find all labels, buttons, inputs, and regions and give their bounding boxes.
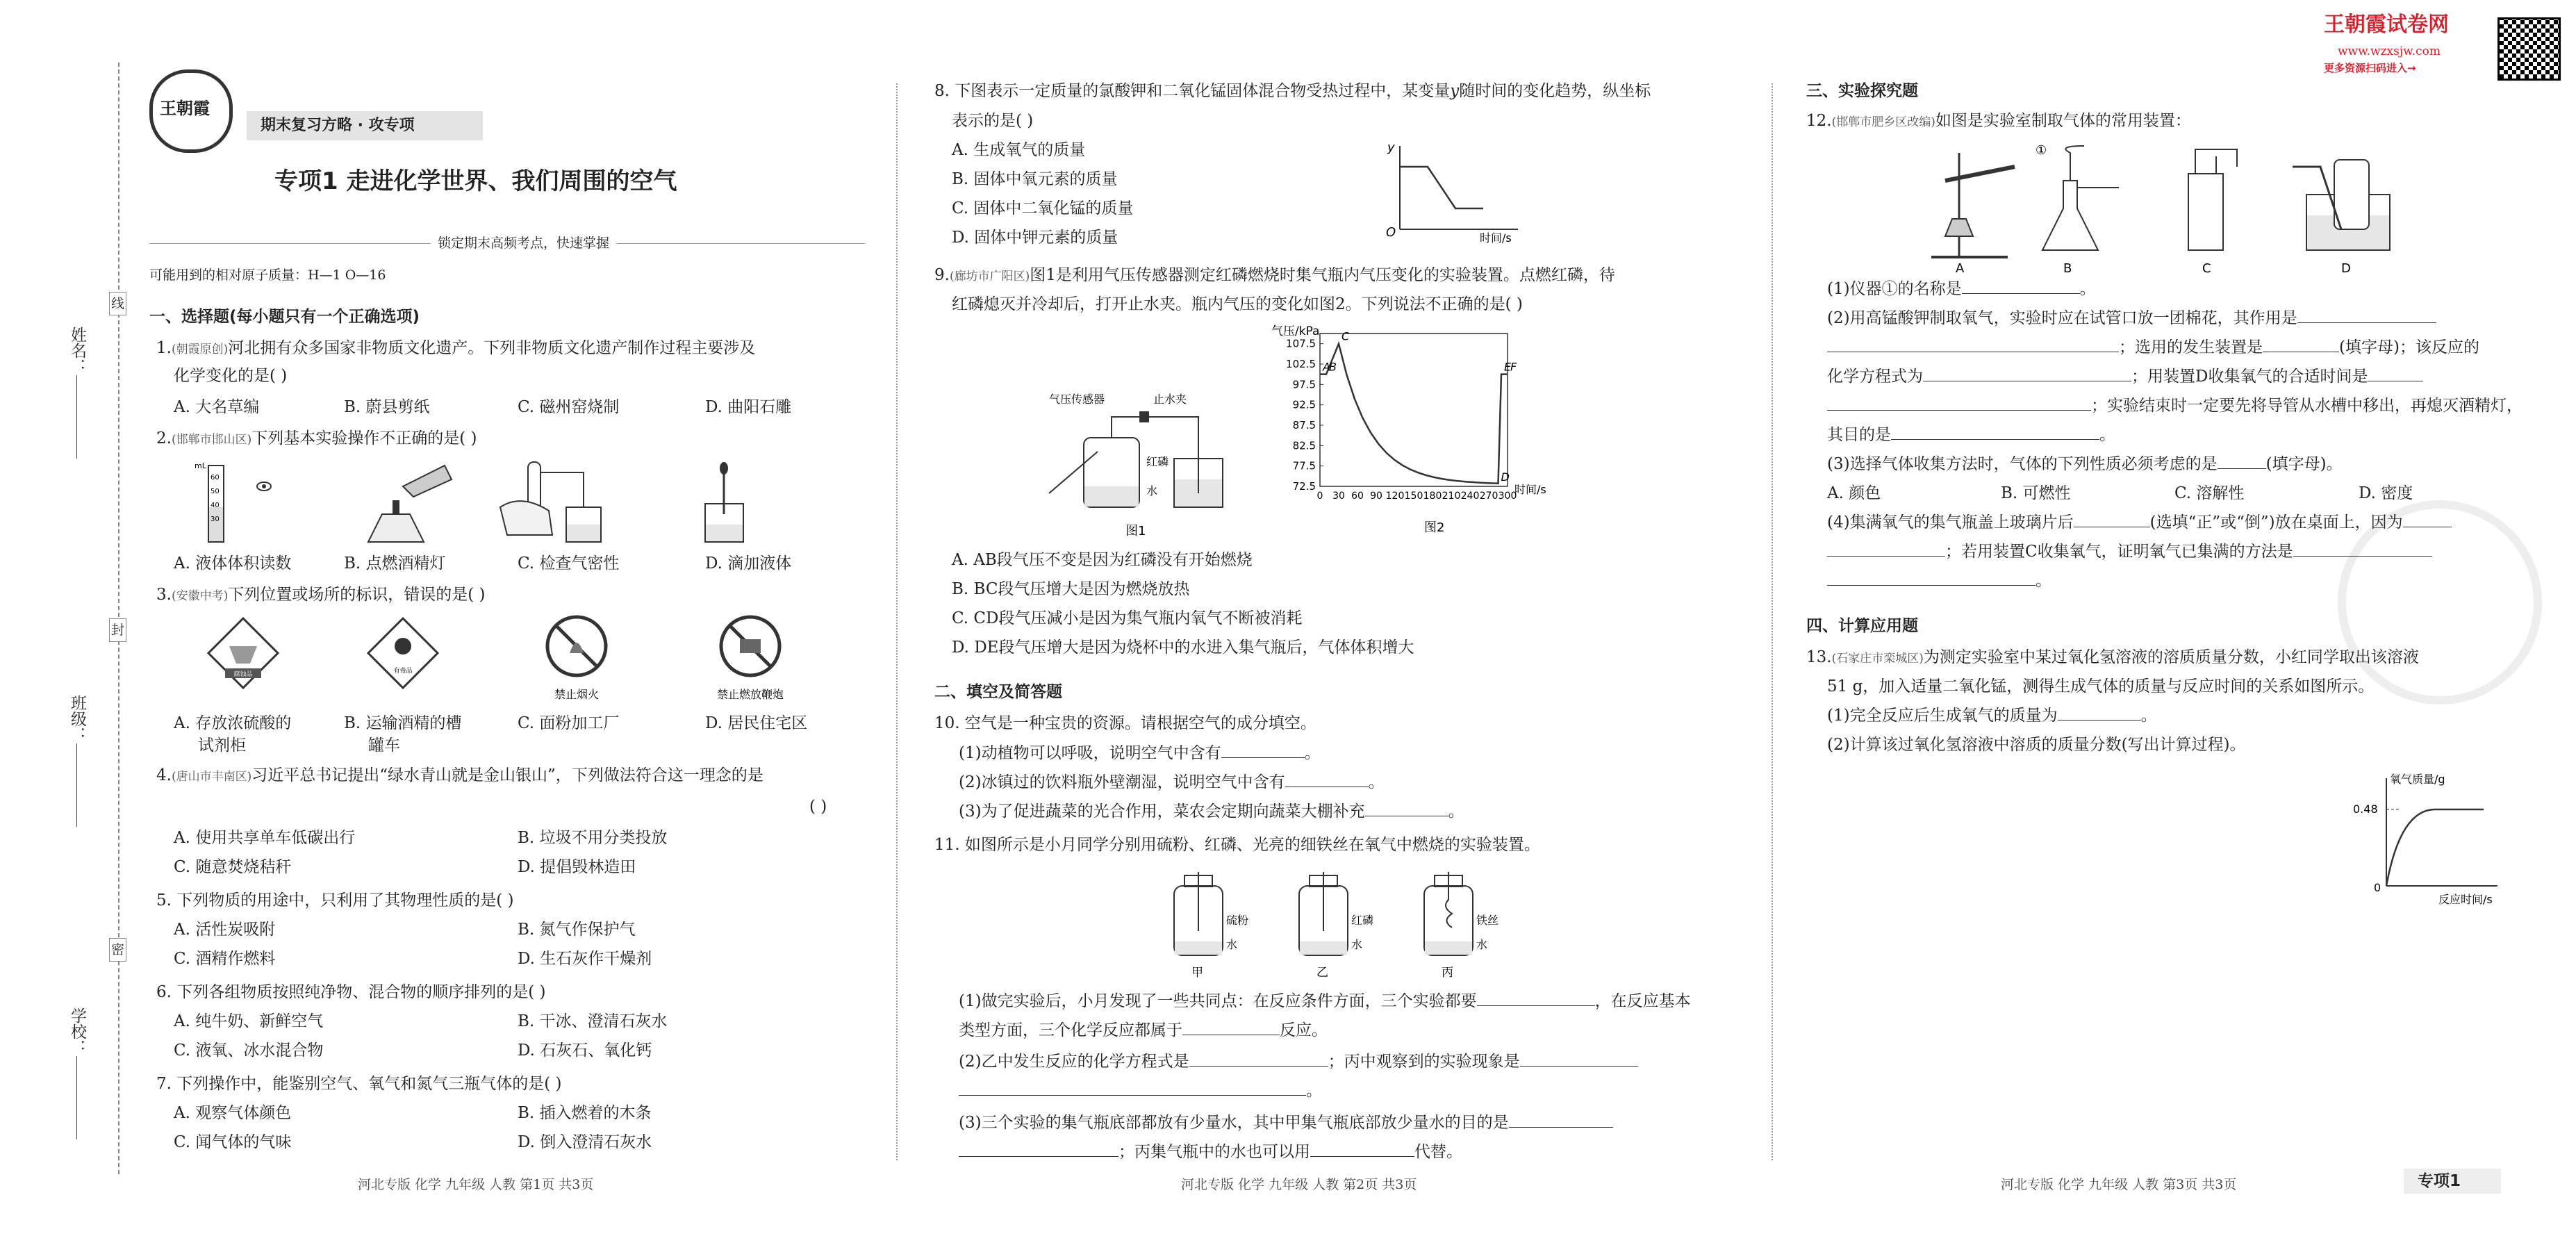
q6-option[interactable]: C. 液氧、冰水混合物 — [174, 1042, 324, 1060]
no-firecrackers-sign-icon — [717, 617, 784, 701]
question-13: 13.(石家庄市栾城区)为测定实验室中某过氧化氢溶液的溶质质量分数，小红同学取出该溶液 — [1806, 648, 2419, 666]
answer-blank[interactable] — [2293, 541, 2432, 557]
point-label: F — [1510, 360, 1517, 374]
q2-option[interactable]: B. 点燃酒精灯 — [344, 554, 446, 573]
fig-caption: 甲 — [1191, 966, 1203, 980]
q13-part-2: (2)计算该过氧化氢溶液中溶质的质量分数(写出计算过程)。 — [1827, 736, 2246, 754]
qr-code-icon[interactable] — [2497, 17, 2561, 81]
school-label: 学校： — [68, 1007, 86, 1055]
source-tag: (唐山市丰南区) — [171, 770, 252, 784]
q4-option[interactable]: D. 提倡毁林造田 — [518, 858, 636, 876]
axis-label: 时间/s — [1480, 231, 1512, 243]
seal-mark: 封 — [109, 618, 126, 642]
page-footer: 河北专版 化学 九年级 人教 第3页 共3页 — [2001, 1177, 2237, 1192]
answer-blank[interactable] — [1891, 424, 2099, 440]
answer-blank[interactable] — [2297, 307, 2436, 323]
q10-part-3: (3)为了促进蔬菜的光合作用，菜农会定期向蔬菜大棚补充 。 — [959, 800, 1464, 823]
source-tag: (邯郸市肥乡区改编) — [1831, 115, 1935, 129]
answer-blank[interactable] — [1221, 742, 1305, 758]
apparatus-c — [2188, 149, 2237, 276]
answer-blank[interactable] — [2263, 336, 2339, 352]
fig-caption: 乙 — [1316, 966, 1328, 980]
fig-label: 水 — [1351, 938, 1363, 951]
x-tick-label: 0 — [1316, 491, 1323, 502]
q9-fig1 — [1035, 389, 1244, 542]
q3-option[interactable]: C. 面粉加工厂 — [518, 714, 620, 732]
question-8: 8. 下图表示一定质量的氯酸钾和二氧化锰固体混合物受热过程中，某变量y随时间的变化趋势，纵坐标 — [934, 82, 1651, 100]
toxic-sign-icon — [368, 618, 438, 688]
point-label: C — [1341, 329, 1350, 343]
x-axis-label: 反应时间/s — [2438, 893, 2493, 906]
answer-blank[interactable] — [1827, 336, 2119, 352]
q4-option[interactable]: C. 随意焚烧秸秆 — [174, 858, 292, 876]
answer-blank[interactable] — [2058, 705, 2141, 721]
question-3: 3.(安徽中考)下列位置或场所的标识，错误的是( ) — [156, 586, 486, 604]
question-1-cont: 化学变化的是( ) — [174, 367, 288, 385]
apparatus-b — [2036, 143, 2119, 276]
q11-part-2: (2)乙中发生反应的化学方程式是 ；丙中观察到的实验现象是 — [959, 1051, 1638, 1073]
section-1-heading: 一、选择题(每小题只有一个正确选项) — [149, 308, 420, 326]
q2-option[interactable]: D. 滴加液体 — [705, 554, 792, 573]
q6-option[interactable]: B. 干冰、澄清石灰水 — [518, 1012, 668, 1030]
x-tick-label: 30 — [1332, 491, 1345, 502]
brand-name[interactable]: 王朝霞试卷网 — [2324, 13, 2449, 37]
q12-part-1: (1)仪器①的名称是 。 — [1827, 278, 2096, 300]
q2-figure — [174, 459, 820, 549]
question-4: 4.(唐山市丰南区)习近平总书记提出“绿水青山就是金山银山”，下列做法符合这一理念的是 — [156, 766, 763, 784]
q3-option[interactable]: A. 存放浓硫酸的 — [174, 714, 292, 732]
sign-label: 禁止燃放鞭炮 — [716, 688, 784, 701]
fig-label: B — [2063, 261, 2072, 276]
fig-label: 水 — [1146, 484, 1158, 497]
q4-option[interactable]: A. 使用共享单车低碳出行 — [174, 829, 356, 847]
oxygen-mass-curve — [2386, 809, 2484, 886]
q12-part-2: (2)用高锰酸钾制取氧气，实验时应在试管口放一团棉花，其作用是 — [1827, 307, 2436, 329]
q6-option[interactable]: A. 纯牛奶、新鲜空气 — [174, 1012, 324, 1030]
fig-label: 气压传感器 — [1049, 393, 1105, 406]
sign-label: 禁止烟火 — [554, 688, 600, 701]
q12-option[interactable]: A. 颜色 — [1827, 484, 1881, 502]
source-tag: (石家庄市栾城区) — [1831, 652, 1924, 666]
no-fire-sign-icon — [547, 617, 606, 701]
question-9-cont: 红磷熄灭并冷却后，打开止水夹。瓶内气压的变化如图2。下列说法不正确的是( ) — [952, 295, 1523, 313]
q1-option[interactable]: D. 曲阳石雕 — [705, 398, 792, 416]
point-label: E — [1504, 360, 1512, 374]
q11-part-1-cont: 类型方面，三个化学反应都属于 反应。 — [959, 1019, 1328, 1042]
x-tick-label: 150 — [1404, 491, 1423, 502]
q12-part-4-cont: ；若用装置C收集氧气，证明氧气已集满的方法是 — [1827, 541, 2432, 563]
q10-part-2: (2)冰镇过的饮料瓶外壁潮湿，说明空气中含有 。 — [959, 771, 1385, 793]
answer-blank[interactable] — [1310, 1141, 1414, 1157]
q12-part-4-cont: 。 — [1827, 570, 2051, 592]
atomic-mass: 可能用到的相对原子质量：H—1 O—16 — [149, 267, 386, 283]
class-field[interactable] — [76, 743, 77, 827]
q7-option[interactable]: A. 观察气体颜色 — [174, 1104, 292, 1122]
q13-part-1: (1)完全反应后生成氧气的质量为 。 — [1827, 705, 2157, 727]
scale-label: 50 — [210, 488, 220, 495]
q8-option[interactable]: B. 固体中氧元素的质量 — [952, 170, 1118, 188]
x-axis-label: 时间/s — [1514, 483, 1546, 496]
question-11: 11. 如图所示是小月同学分别用硫粉、红磷、光亮的细铁丝在氧气中燃烧的实验装置。 — [934, 836, 1540, 854]
source-tag: (邯郸市邯山区) — [171, 433, 252, 447]
brand-url[interactable]: www.wzxsjw.com — [2338, 44, 2441, 58]
fig-label: A — [1956, 261, 1965, 276]
q8-option[interactable]: C. 固体中二氧化锰的质量 — [952, 199, 1134, 217]
q9-option[interactable]: D. DE段气压增大是因为烧杯中的水进入集气瓶后，气体体积增大 — [952, 639, 1414, 657]
apparatus-a — [1931, 153, 2015, 276]
q1-option[interactable]: C. 磁州窑烧制 — [518, 398, 620, 416]
q3-option-cont: 罐车 — [368, 736, 400, 755]
q9-option[interactable]: B. BC段气压增大是因为燃烧放热 — [952, 580, 1190, 598]
q1-option[interactable]: A. 大名草编 — [174, 398, 260, 416]
y-axis-label: 氧气质量/g — [2390, 773, 2445, 786]
y-tick-label: 77.5 — [1292, 459, 1316, 472]
fig-label: D — [2341, 261, 2351, 276]
q8-option[interactable]: A. 生成氧气的质量 — [952, 141, 1086, 159]
q9-option[interactable]: C. CD段气压减小是因为集气瓶内氧气不断被消耗 — [952, 609, 1303, 627]
section-3-heading: 三、实验探究题 — [1806, 82, 1918, 100]
section-2-heading: 二、填空及简答题 — [934, 683, 1062, 701]
answer-blank[interactable] — [1827, 541, 1945, 557]
fig-caption: 图2 — [1424, 520, 1445, 535]
x-tick-label: 300 — [1498, 491, 1517, 502]
q9-option[interactable]: A. AB段气压不变是因为红磷没有开始燃烧 — [952, 551, 1253, 569]
q12-option[interactable]: C. 溶解性 — [2174, 484, 2245, 502]
origin-label: 0 — [2374, 881, 2381, 894]
question-13-cont: 51 g，加入适量二氧化锰，测得生成气体的质量与反应时间的关系如图所示。 — [1827, 677, 2375, 695]
name-field[interactable] — [76, 375, 77, 459]
banner-text: 期末复习方略 · 攻专项 — [261, 117, 415, 134]
fig-label: 水 — [1226, 938, 1238, 951]
axis-label: O — [1386, 225, 1396, 240]
banner — [247, 111, 483, 140]
jar-sulfur — [1174, 872, 1248, 980]
question-1: 1.(朝霞原创)河北拥有众多国家非物质文化遗产。下列非物质文化遗产制作过程主要涉及 — [156, 339, 756, 357]
answer-blank[interactable] — [2218, 453, 2266, 469]
column-divider — [896, 83, 898, 1160]
scale-label: 60 — [210, 474, 220, 481]
question-4-cont: ( ) — [809, 798, 827, 816]
seal-mark: 密 — [109, 938, 126, 962]
q8-chart — [1379, 139, 1532, 243]
x-tick-label: 120 — [1385, 491, 1405, 502]
source-tag: (廊坊市广阳区) — [949, 270, 1030, 283]
fig-label: 止水夹 — [1153, 393, 1187, 406]
x-tick-label: 210 — [1442, 491, 1461, 502]
fig-label: 硫粉 — [1226, 914, 1249, 927]
q13-chart — [2331, 768, 2539, 907]
jar-iron — [1424, 872, 1498, 980]
name-label: 姓名： — [68, 327, 86, 374]
axis-label: y — [1387, 140, 1395, 155]
answer-blank[interactable] — [1365, 800, 1448, 816]
answer-blank[interactable] — [1477, 990, 1595, 1006]
question-6: 6. 下列各组物质按照纯净物、混合物的顺序排列的是( ) — [156, 983, 546, 1001]
pressure-line — [1320, 344, 1508, 484]
q7-option[interactable]: C. 闻气体的气味 — [174, 1133, 292, 1151]
q12-option[interactable]: D. 密度 — [2359, 484, 2413, 502]
q6-option[interactable]: D. 石灰石、氧化钙 — [518, 1042, 652, 1060]
y-tick-label: 0.48 — [2353, 802, 2378, 816]
q12-part-2-cont: ；实验结束时一定要先将导管从水槽中移出，再熄灭酒精灯， — [1827, 395, 2523, 417]
q4-option[interactable]: B. 垃圾不用分类投放 — [518, 829, 668, 847]
school-field[interactable] — [76, 1056, 77, 1139]
fig-label: 水 — [1476, 938, 1488, 951]
x-tick-label: 270 — [1479, 491, 1498, 502]
fig-caption: 图1 — [1125, 524, 1146, 538]
jar-phosphorus — [1299, 872, 1373, 980]
scale-label: mL — [195, 461, 206, 470]
y-axis-label: 气压/kPa — [1271, 324, 1320, 338]
q3-option[interactable]: D. 居民住宅区 — [705, 714, 808, 732]
q2-option[interactable]: A. 液体体积读数 — [174, 554, 292, 573]
answer-blank[interactable] — [1923, 365, 2131, 381]
answer-blank[interactable] — [1285, 771, 1369, 787]
q3-option[interactable]: B. 运输酒精的槽 — [344, 714, 462, 732]
column-divider — [1772, 83, 1773, 1160]
question-5: 5. 下列物质的用途中，只利用了其物理性质的是( ) — [156, 891, 514, 909]
y-tick-label: 107.5 — [1286, 337, 1316, 350]
answer-blank[interactable] — [1189, 1051, 1328, 1067]
page-footer: 河北专版 化学 九年级 人教 第2页 共3页 — [1181, 1177, 1417, 1192]
x-tick-label: 180 — [1423, 491, 1442, 502]
point-label: D — [1501, 470, 1510, 484]
fig-label: 红磷 — [1351, 914, 1374, 927]
apparatus-d — [2293, 160, 2390, 276]
y-tick-label: 82.5 — [1292, 439, 1316, 452]
y-tick-label: 102.5 — [1286, 358, 1316, 370]
q12-part-2-cont: 其目的是 。 — [1827, 424, 2115, 446]
q12-part-2-cont: ；选用的发生装置是 (填字母)；该反应的 — [1827, 336, 2479, 359]
q11-part-1: (1)做完实验后，小月发现了一些共同点：在反应条件方面，三个实验都要 ，在反应基本 — [959, 990, 1691, 1012]
logo — [149, 69, 233, 153]
q12-part-2-cont: 化学方程式为 ；用装置D收集氧气的合适时间是 — [1827, 365, 2423, 388]
q1-option[interactable]: B. 蔚县剪纸 — [344, 398, 430, 416]
scale-label: 30 — [210, 516, 220, 523]
sign-label: 有毒品 — [393, 668, 413, 675]
scale-label: 40 — [210, 502, 220, 509]
answer-blank[interactable] — [2074, 511, 2150, 527]
q5-option[interactable]: D. 生石灰作干燥剂 — [518, 950, 652, 968]
answer-blank[interactable] — [1509, 1112, 1613, 1128]
q7-option[interactable]: D. 倒入澄清石灰水 — [518, 1133, 652, 1151]
question-9: 9.(廊坊市广阳区)图1是利用气压传感器测定红磷燃烧时集气瓶内气压变化的实验装置。点燃红磷，待 — [934, 266, 1615, 284]
answer-blank[interactable] — [959, 1141, 1118, 1157]
page-footer: 河北专版 化学 九年级 人教 第1页 共3页 — [358, 1177, 594, 1192]
y-tick-label: 87.5 — [1292, 419, 1316, 431]
section-tab — [2404, 1169, 2501, 1194]
q8-option[interactable]: D. 固体中钾元素的质量 — [952, 229, 1118, 247]
q11-part-3-cont: ；丙集气瓶中的水也可以用 代替。 — [959, 1141, 1462, 1163]
question-8-cont: 表示的是( ) — [952, 112, 1034, 130]
answer-blank[interactable] — [1182, 1019, 1280, 1035]
fig-caption: 丙 — [1442, 966, 1453, 980]
q7-option[interactable]: B. 插入燃着的木条 — [518, 1104, 652, 1122]
logo-text: 王朝霞 — [160, 98, 210, 118]
brand-cta: 更多资源扫码进入→ — [2324, 62, 2416, 74]
q12-part-3: (3)选择气体收集方法时，气体的下列性质必须考虑的是 (填字母)。 — [1827, 453, 2343, 475]
section-tab-label: 专项1 — [2418, 1172, 2461, 1190]
q11-part-3: (3)三个实验的集气瓶底部都放有少量水，其中甲集气瓶底部放少量水的目的是 — [959, 1112, 1613, 1134]
q5-option[interactable]: B. 氮气作保护气 — [518, 921, 636, 939]
answer-blank[interactable] — [1827, 570, 2036, 586]
source-tag: (安徽中考) — [171, 589, 229, 603]
q12-part-4: (4)集满氧气的集气瓶盖上玻璃片后 (选填“正”或“倒”)放在桌面上，因为 — [1827, 511, 2452, 534]
fig-label: 铁丝 — [1476, 914, 1499, 927]
q11-part-2-cont: 。 — [959, 1080, 1322, 1102]
q5-option[interactable]: A. 活性炭吸附 — [174, 921, 276, 939]
page-title: 专项1 走进化学世界、我们周围的空气 — [274, 167, 677, 195]
answer-blank[interactable] — [2368, 365, 2423, 381]
x-tick-label: 240 — [1460, 491, 1480, 502]
source-tag: (朝霞原创) — [171, 343, 229, 356]
q9-fig2-chart — [1264, 320, 1584, 542]
fig-label: C — [2202, 261, 2211, 276]
point-label: A — [1323, 360, 1330, 374]
q12-apparatus — [1917, 139, 2431, 278]
q3-option-cont: 试剂柜 — [198, 736, 246, 755]
tagline: 锁定期末高频考点，快速掌握 — [431, 232, 616, 254]
x-tick-label: 90 — [1370, 491, 1382, 502]
answer-blank[interactable] — [1962, 278, 2080, 294]
sign-label: 腐蚀品 — [233, 671, 253, 678]
y-tick-label: 92.5 — [1292, 398, 1316, 411]
question-10: 10. 空气是一种宝贵的资源。请根据空气的成分填空。 — [934, 714, 1316, 732]
question-12: 12.(邯郸市肥乡区改编)如图是实验室制取气体的常用装置： — [1806, 112, 2191, 130]
point-label: B — [1329, 360, 1337, 374]
seal-mark: 线 — [109, 292, 126, 315]
answer-blank[interactable] — [1520, 1051, 1638, 1067]
q12-option[interactable]: B. 可燃性 — [2001, 484, 2071, 502]
answer-blank[interactable] — [1827, 395, 2091, 411]
x-tick-label: 60 — [1351, 491, 1364, 502]
q10-part-1: (1)动植物可以呼吸，说明空气中含有 。 — [959, 742, 1321, 764]
q5-option[interactable]: C. 酒精作燃料 — [174, 950, 276, 968]
answer-blank[interactable] — [2403, 511, 2452, 527]
corrosive-sign-icon — [208, 618, 278, 688]
section-4-heading: 四、计算应用题 — [1806, 617, 1918, 635]
y-tick-label: 72.5 — [1292, 480, 1316, 493]
fig-label: 红磷 — [1146, 455, 1169, 468]
question-2: 2.(邯郸市邯山区)下列基本实验操作不正确的是( ) — [156, 429, 477, 447]
fig-label: ① — [2036, 143, 2047, 158]
y-tick-label: 97.5 — [1292, 378, 1316, 391]
q3-signs — [174, 611, 820, 709]
class-label: 班级： — [68, 695, 86, 743]
q11-figure — [1167, 865, 1528, 983]
question-7: 7. 下列操作中，能鉴别空气、氧气和氮气三瓶气体的是( ) — [156, 1075, 562, 1093]
answer-blank[interactable] — [959, 1080, 1306, 1096]
q2-option[interactable]: C. 检查气密性 — [518, 554, 620, 573]
